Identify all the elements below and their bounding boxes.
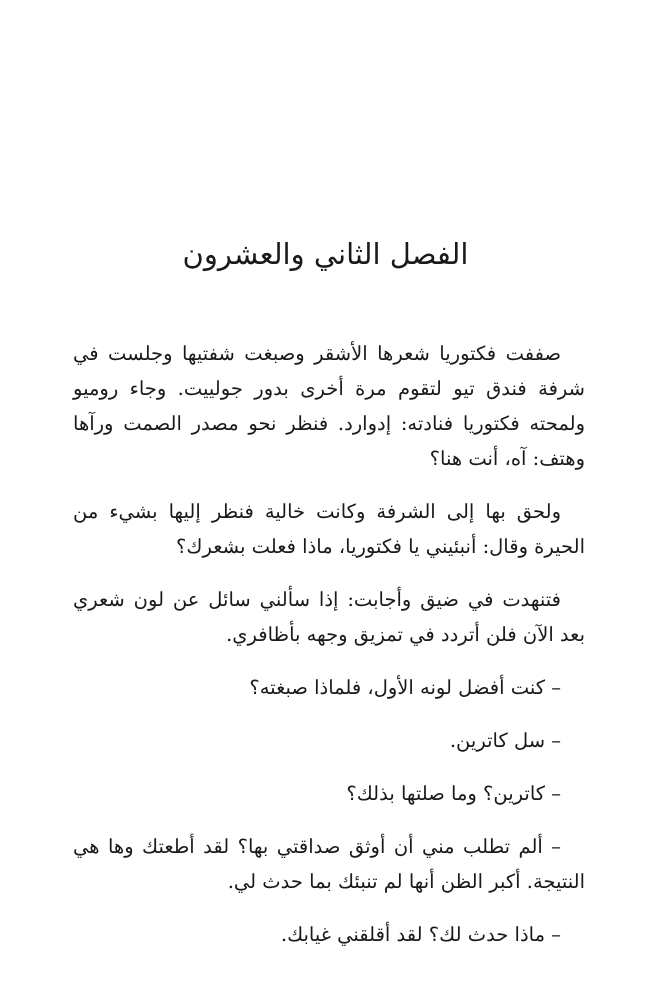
- paragraph-2: ولحق بها إلى الشرفة وكانت خالية فنظر إليها بشيء من الحيرة وقال: أنبئيني يا فكتوريا، ماذا فعلت بشعرك؟: [73, 500, 585, 558]
- dialogue-line-4: – ألم تطلب مني أن أوثق صداقتي بها؟ لقد أطعتك وها هي النتيجة. أكبر الظن أنها لم تنبئك بما حدث لي.: [73, 835, 585, 893]
- chapter-title: الفصل الثاني والعشرون: [182, 237, 469, 271]
- chapter-body: [73, 336, 585, 970]
- paragraph-3: فتنهدت في ضيق وأجابت: إذا سألني سائل عن لون شعري بعد الآن فلن أتردد في تمزيق وجهه بأظافري.: [73, 588, 585, 646]
- paragraph-1: صففت فكتوريا شعرها الأشقر وصبغت شفتيها وجلست في شرفة فندق تيو لتقوم مرة أخرى بدور جولييت. وجاء روميو ولمحته فكتوريا فنادته: إدوارد. فنظر نحو مصدر الصمت ورآها وهتف: آه، أنت هنا؟: [73, 342, 585, 470]
- dialogue-line-3: – كاترين؟ وما صلتها بذلك؟: [346, 782, 561, 805]
- dialogue-line-2: – سل كاترين.: [449, 729, 561, 752]
- dialogue-line-1: – كنت أفضل لونه الأول، فلماذا صبغته؟: [249, 676, 561, 699]
- dialogue-line-5: – ماذا حدث لك؟ لقد أقلقني غيابك.: [280, 923, 561, 946]
